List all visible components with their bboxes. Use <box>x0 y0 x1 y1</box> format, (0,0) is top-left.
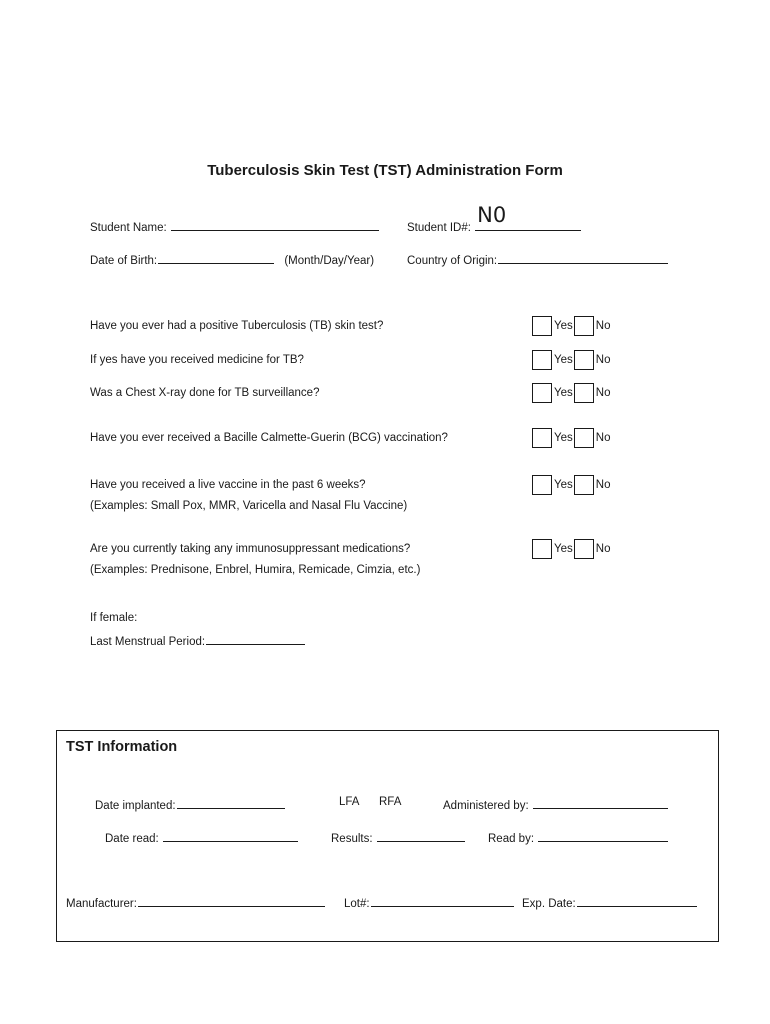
read-by-label: Read by: <box>488 833 535 845</box>
question-5-example: (Examples: Small Pox, MMR, Varicella and Nasal Flu Vaccine) <box>90 500 408 512</box>
yes-checkbox[interactable] <box>532 316 552 336</box>
no-label: No <box>595 543 611 555</box>
student-id-field[interactable] <box>475 203 581 231</box>
no-label: No <box>595 432 611 444</box>
question-4-text: Have you ever received a Bacille Calmette-Guerin (BCG) vaccination? <box>90 432 448 444</box>
no-label: No <box>595 354 611 366</box>
administered-by-row <box>443 796 668 812</box>
rfa-option[interactable]: RFA <box>379 796 402 808</box>
yes-label: Yes <box>554 354 573 366</box>
tst-heading: TST Information <box>66 739 178 755</box>
lmp-label: Last Menstrual Period: <box>90 636 206 648</box>
no-label: No <box>595 479 611 491</box>
question-5-text: Have you received a live vaccine in the past 6 weeks? <box>90 479 366 491</box>
yes-checkbox[interactable] <box>532 383 552 403</box>
manufacturer-row <box>66 894 325 910</box>
no-checkbox[interactable] <box>574 539 594 559</box>
yes-checkbox[interactable] <box>532 475 552 495</box>
student-name-field[interactable] <box>171 218 379 231</box>
question-1-text: Have you ever had a positive Tuberculosis (TB) skin test? <box>90 320 384 332</box>
student-id-label: Student ID#: <box>407 222 471 234</box>
yes-checkbox[interactable] <box>532 428 552 448</box>
if-female-label: If female: <box>90 612 138 624</box>
question-5-options <box>532 475 611 495</box>
no-checkbox[interactable] <box>574 316 594 336</box>
manufacturer-field[interactable] <box>138 894 325 907</box>
read-by-row <box>488 829 668 845</box>
student-id-value: N0 <box>477 203 507 227</box>
no-label: No <box>595 320 611 332</box>
lmp-row <box>90 632 305 648</box>
lmp-field[interactable] <box>206 632 305 645</box>
administered-by-label: Administered by: <box>443 800 529 812</box>
lot-row <box>344 894 514 910</box>
question-6-options <box>532 539 611 559</box>
form-title: Tuberculosis Skin Test (TST) Administration Form <box>207 162 563 179</box>
yes-label: Yes <box>554 479 573 491</box>
dob-label: Date of Birth: <box>90 255 158 267</box>
date-read-field[interactable] <box>163 829 298 842</box>
manufacturer-label: Manufacturer: <box>66 898 137 910</box>
date-implanted-field[interactable] <box>177 796 285 809</box>
results-field[interactable] <box>377 829 465 842</box>
no-checkbox[interactable] <box>574 428 594 448</box>
question-3-text: Was a Chest X-ray done for TB surveillance? <box>90 387 320 399</box>
question-4-options <box>532 428 611 448</box>
exp-date-row <box>522 894 697 910</box>
results-label: Results: <box>331 833 373 845</box>
tst-information-box <box>56 730 719 942</box>
question-1-options <box>532 316 611 336</box>
date-read-label: Date read: <box>105 833 159 845</box>
country-field[interactable] <box>498 251 668 264</box>
dob-row <box>90 251 374 267</box>
no-label: No <box>595 387 611 399</box>
no-checkbox[interactable] <box>574 350 594 370</box>
question-6-example: (Examples: Prednisone, Enbrel, Humira, Remicade, Cimzia, etc.) <box>90 564 421 576</box>
country-label: Country of Origin: <box>407 255 498 267</box>
exp-date-label: Exp. Date: <box>522 898 576 910</box>
country-row <box>407 251 668 267</box>
student-id-row <box>407 203 581 234</box>
student-name-label: Student Name: <box>90 222 167 234</box>
date-read-row <box>105 829 298 845</box>
results-row <box>331 829 465 845</box>
yes-checkbox[interactable] <box>532 350 552 370</box>
question-2-text: If yes have you received medicine for TB? <box>90 354 304 366</box>
date-implanted-row <box>95 796 285 812</box>
dob-field[interactable] <box>158 251 274 264</box>
lfa-option[interactable]: LFA <box>339 796 360 808</box>
exp-date-field[interactable] <box>577 894 697 907</box>
date-implanted-label: Date implanted: <box>95 800 176 812</box>
administered-by-field[interactable] <box>533 796 668 809</box>
yes-label: Yes <box>554 543 573 555</box>
question-2-options <box>532 350 611 370</box>
lot-field[interactable] <box>371 894 514 907</box>
yes-label: Yes <box>554 320 573 332</box>
no-checkbox[interactable] <box>574 383 594 403</box>
read-by-field[interactable] <box>538 829 668 842</box>
yes-label: Yes <box>554 432 573 444</box>
yes-label: Yes <box>554 387 573 399</box>
dob-format-hint: (Month/Day/Year) <box>284 255 375 267</box>
yes-checkbox[interactable] <box>532 539 552 559</box>
no-checkbox[interactable] <box>574 475 594 495</box>
question-6-text: Are you currently taking any immunosuppressant medications? <box>90 543 411 555</box>
student-name-row <box>90 218 379 234</box>
lot-label: Lot#: <box>344 898 370 910</box>
question-3-options <box>532 383 611 403</box>
